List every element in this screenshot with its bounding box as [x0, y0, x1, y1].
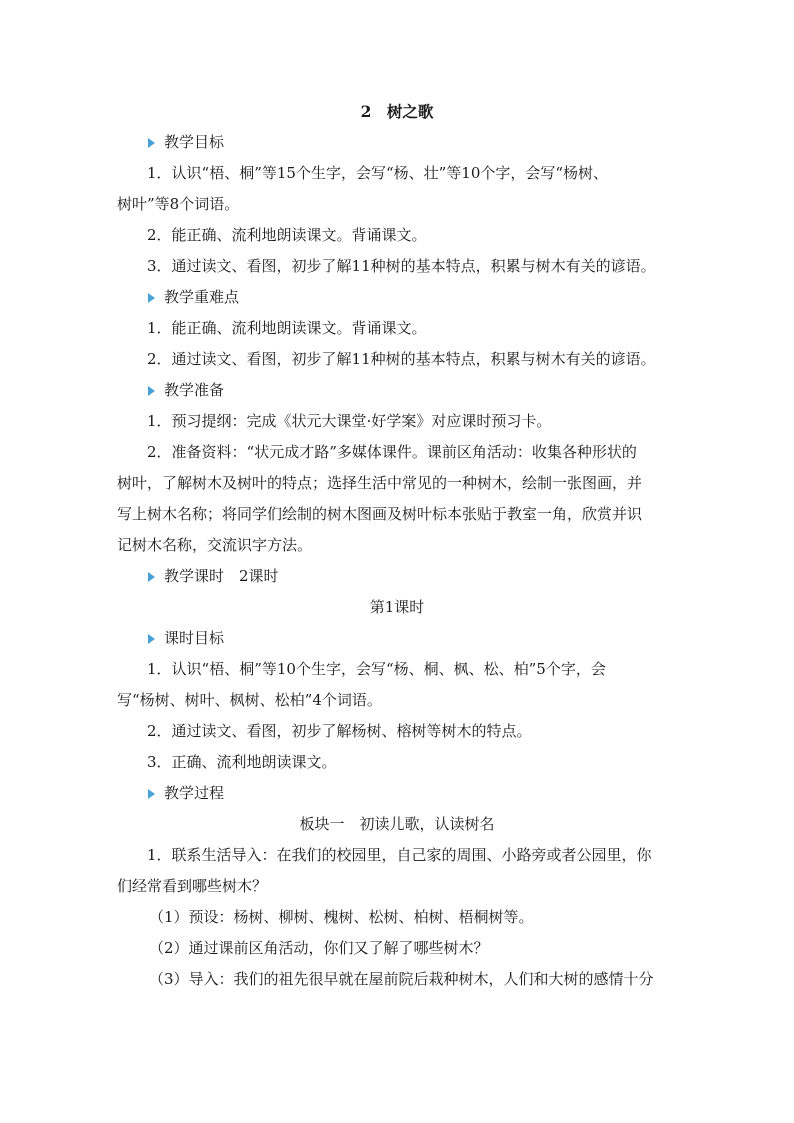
- triangle-marker-icon: [148, 138, 155, 148]
- triangle-marker-icon: [148, 386, 155, 396]
- process-1-line-2: 们经常看到哪些树木？: [117, 877, 268, 895]
- prep-1: 1．预习提纲：完成《状元大课堂·好学案》对应课时预习卡。: [147, 412, 552, 430]
- prep-2-line-1: 2．准备资料：“状元成才路”多媒体课件。课前区角活动：收集各种形状的: [147, 443, 637, 461]
- lesson-goal-1-line-1: 1．认识“梧、桐”等10个生字，会写“杨、桐、枫、松、柏”5个字，会: [147, 660, 606, 678]
- heading-label: 教学课时 2课时: [164, 567, 279, 585]
- goal-1-line-2: 树叶”等8个词语。: [117, 195, 240, 213]
- key-point-2: 2．通过读文、看图，初步了解11种树的基本特点，积累与树木有关的谚语。: [147, 350, 656, 368]
- prep-2-line-3: 写上树木名称；将同学们绘制的树木图画及树叶标本张贴于教室一角，欣赏并识: [117, 505, 643, 523]
- section-heading-hours: [117, 561, 677, 592]
- lesson-goal-3: 3．正确、流利地朗读课文。: [147, 753, 337, 771]
- heading-label: 教学过程: [164, 784, 225, 802]
- goal-2: 2．能正确、流利地朗读课文。背诵课文。: [147, 226, 427, 244]
- triangle-marker-icon: [148, 789, 155, 799]
- block-title: 板块一 初读儿歌，认读树名: [299, 815, 495, 833]
- key-point-1: 1．能正确、流利地朗读课文。背诵课文。: [147, 319, 427, 337]
- goal-3: 3．通过读文、看图，初步了解11种树的基本特点，积累与树木有关的谚语。: [147, 257, 656, 275]
- prep-2-line-2: 树叶，了解树木及树叶的特点；选择生活中常见的一种树木，绘制一张图画，并: [117, 474, 643, 492]
- heading-label: 教学重难点: [164, 288, 240, 306]
- process-1-line-1: 1．联系生活导入：在我们的校园里，自己家的周围、小路旁或者公园里，你: [147, 846, 652, 864]
- heading-label: 课时目标: [164, 629, 225, 647]
- heading-label: 教学准备: [164, 381, 225, 399]
- section-heading-key-points: [117, 282, 677, 313]
- prep-2-line-4: 记树木名称，交流识字方法。: [117, 536, 313, 554]
- process-1b: （2）通过课前区角活动，你们又了解了哪些树木？: [149, 939, 489, 957]
- section-heading-process: [117, 778, 677, 809]
- lesson-title: 第1课时: [369, 598, 425, 616]
- section-heading-lesson-goals: [117, 623, 677, 654]
- section-heading-preparation: [117, 375, 677, 406]
- process-1a: （1）预设：杨树、柳树、槐树、松树、柏树、梧桐树等。: [149, 908, 534, 926]
- triangle-marker-icon: [148, 572, 155, 582]
- goal-1-line-1: 1．认识“梧、桐”等15个生字，会写“杨、壮”等10个字，会写“杨树、: [147, 164, 609, 182]
- heading-label: 教学目标: [164, 133, 225, 151]
- section-heading-goals: [117, 127, 677, 158]
- document-title: 2 树之歌: [360, 102, 434, 121]
- process-1c: （3）导入：我们的祖先很早就在屋前院后栽种树木，人们和大树的感情十分: [149, 970, 654, 988]
- triangle-marker-icon: [148, 634, 155, 644]
- document-page: [117, 96, 677, 995]
- lesson-goal-2: 2．通过读文、看图，初步了解杨树、榕树等树木的特点。: [147, 722, 532, 740]
- triangle-marker-icon: [148, 293, 155, 303]
- lesson-goal-1-line-2: 写“杨树、树叶、枫树、松柏”4个词语。: [117, 691, 382, 709]
